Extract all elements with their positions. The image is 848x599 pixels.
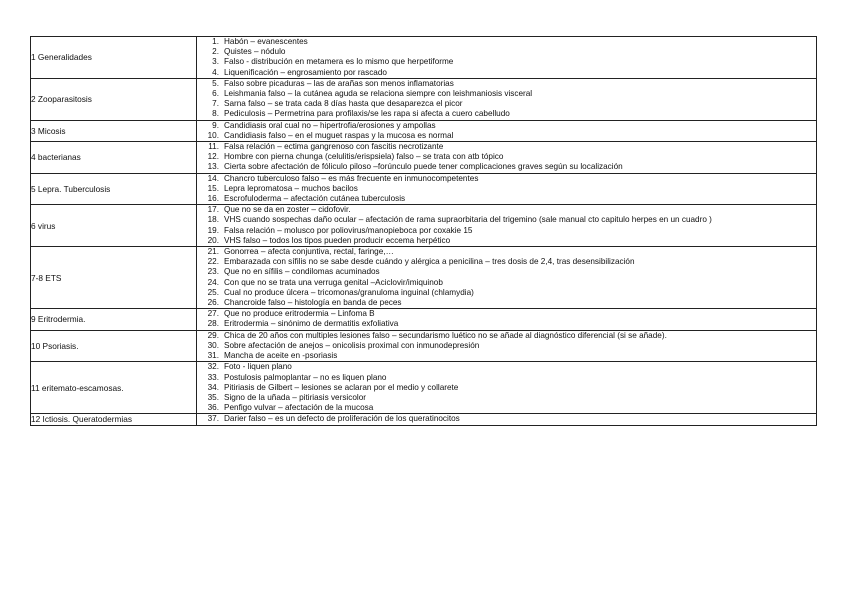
list-item [197, 99, 816, 109]
list-item [197, 383, 816, 393]
item-text: Darier falso – es un defecto de proliferación de los queratinocitos [224, 414, 460, 424]
items-cell [197, 37, 817, 79]
item-number: 8. [212, 109, 219, 119]
items-cell [197, 78, 817, 120]
list-item [197, 341, 816, 351]
item-text: Candidiasis falso – en el muguet raspas y la mucosa es normal [224, 130, 454, 140]
item-number: 28. [207, 319, 219, 329]
list-item [197, 351, 816, 361]
item-number: 3. [212, 57, 219, 67]
item-number: 24. [207, 277, 219, 287]
item-text: Penfigo vulvar – afectación de la mucosa [224, 403, 374, 413]
item-text: Leishmania falso – la cutánea aguda se relaciona siempre con leishmaniosis visceral [224, 89, 533, 99]
list-item [197, 121, 816, 131]
category-cell: 2 Zooparasitosis [31, 78, 197, 120]
notes-table-body [31, 37, 817, 426]
item-text: Gonorrea – afecta conjuntiva, rectal, faringe,… [224, 247, 394, 257]
item-number: 34. [207, 382, 219, 392]
item-number: 30. [207, 340, 219, 350]
item-number: 13. [207, 162, 219, 172]
list-item [197, 362, 816, 372]
list-item [197, 393, 816, 403]
item-number: 2. [212, 47, 219, 57]
list-item [197, 288, 816, 298]
list-item [197, 109, 816, 119]
table-row [31, 173, 817, 205]
list-item [197, 319, 816, 329]
list-item [197, 194, 816, 204]
item-number: 21. [207, 247, 219, 257]
item-number: 25. [207, 287, 219, 297]
item-text: Sarna falso – se trata cada 8 días hasta que desaparezca el picor [224, 99, 463, 109]
item-text: Signo de la uñada – pitiriasis versicolor [224, 392, 366, 402]
item-text: Quistes – nódulo [224, 47, 286, 57]
item-text: Liquenificación – engrosamiento por rascado [224, 67, 387, 77]
list-item [197, 403, 816, 413]
item-text: Sobre afectación de anejos – onicolisis proximal con inmunodepresión [224, 340, 480, 350]
table-row [31, 78, 817, 120]
item-text: Falsa relación – ectima gangrenoso con fascitis necrotizante [224, 142, 444, 152]
item-number: 29. [207, 330, 219, 340]
category-cell: 9 Eritrodermia. [31, 309, 197, 330]
item-text: Chica de 20 años con multiples lesiones falso – secundarismo luético no se añade al diagnóstico diferencial (si se añade). [224, 330, 667, 340]
item-number: 31. [207, 351, 219, 361]
item-text: Postulosis palmoplantar – no es liquen plano [224, 372, 387, 382]
item-number: 16. [207, 194, 219, 204]
item-text: Embarazada con sífilis no se sabe desde cuándo y alérgica a penicilina – tres dosis de 2,4, tras desensibilización [224, 257, 635, 267]
list-item [197, 414, 816, 424]
category-cell: 11 eritemato-escamosas. [31, 362, 197, 414]
item-text: Mancha de aceite en -psoriasis [224, 351, 338, 361]
table-row [31, 309, 817, 330]
list-item [197, 309, 816, 319]
item-text: Cual no produce úlcera – tricomonas/granuloma inguinal (chlamydia) [224, 287, 474, 297]
list-item [197, 184, 816, 194]
item-number: 7. [212, 99, 219, 109]
list-item [197, 236, 816, 246]
list-item [197, 174, 816, 184]
list-item [197, 373, 816, 383]
category-cell: 6 virus [31, 205, 197, 247]
table-row [31, 205, 817, 247]
list-item [197, 152, 816, 162]
item-number: 22. [207, 257, 219, 267]
item-number: 33. [207, 372, 219, 382]
list-item [197, 331, 816, 341]
list-item [197, 257, 816, 267]
table-row [31, 247, 817, 309]
item-text: Con que no se trata una verruga genital –Aciclovir/imiquinob [224, 277, 443, 287]
item-text: Falso sobre picaduras – las de arañas son menos inflamatorias [224, 78, 454, 88]
list-item [197, 278, 816, 288]
list-item [197, 215, 816, 225]
item-number: 32. [207, 362, 219, 372]
list-item [197, 47, 816, 57]
items-cell [197, 120, 817, 141]
table-row [31, 414, 817, 425]
item-text: Habón – evanescentes [224, 37, 308, 46]
items-cell [197, 309, 817, 330]
item-number: 10. [207, 130, 219, 140]
items-cell [197, 414, 817, 425]
item-number: 17. [207, 205, 219, 215]
category-cell: 4 bacterianas [31, 142, 197, 174]
table-row [31, 330, 817, 362]
item-text: Cierta sobre afectación de fóliculo piloso –forúnculo puede tener complicaciones graves según su localización [224, 162, 623, 172]
items-cell [197, 330, 817, 362]
list-item [197, 205, 816, 215]
item-number: 27. [207, 309, 219, 319]
category-cell: 3 Micosis [31, 120, 197, 141]
item-text: Que no produce eritrodermia – Linfoma B [224, 309, 375, 319]
item-number: 20. [207, 235, 219, 245]
items-cell [197, 362, 817, 414]
item-number: 5. [212, 78, 219, 88]
items-cell [197, 142, 817, 174]
category-cell: 7-8 ETS [31, 247, 197, 309]
table-row [31, 362, 817, 414]
item-text: Pitiriasis de Gilbert – lesiones se aclaran por el medio y collarete [224, 382, 459, 392]
notes-table [30, 36, 817, 426]
item-text: Lepra lepromatosa – muchos bacilos [224, 183, 358, 193]
item-number: 26. [207, 298, 219, 308]
item-number: 18. [207, 215, 219, 225]
category-cell: 12 Ictiosis. Queratodermias [31, 414, 197, 425]
item-text: VHS cuando sospechas daño ocular – afectación de rama supraorbitaria del trigemino (sale manual cto capitulo herpes en un cuadro ) [224, 215, 712, 225]
list-item [197, 57, 816, 67]
list-item [197, 267, 816, 277]
item-number: 15. [207, 183, 219, 193]
list-item [197, 37, 816, 47]
list-item [197, 79, 816, 89]
list-item [197, 89, 816, 99]
item-number: 1. [212, 37, 219, 46]
item-number: 12. [207, 152, 219, 162]
item-text: Falsa relación – molusco por poliovirus/manopieboca por coxakie 15 [224, 225, 473, 235]
item-text: Foto - liquen plano [224, 362, 292, 372]
item-number: 36. [207, 403, 219, 413]
item-text: Que no se da en zoster – cidofovir. [224, 205, 351, 215]
items-cell [197, 173, 817, 205]
item-text: Hombre con pierna chunga (celulitis/erispsiela) falso – se trata con atb tópico [224, 152, 504, 162]
item-text: Que no en sífilis – condilomas acuminados [224, 267, 380, 277]
items-cell [197, 205, 817, 247]
item-text: Chancro tuberculoso falso – es más frecuente en inmunocompetentes [224, 173, 479, 183]
list-item [197, 226, 816, 236]
item-text: Chancroide falso – histología en banda de peces [224, 298, 402, 308]
list-item [197, 162, 816, 172]
item-text: Escrofuloderma – afectación cutánea tuberculosis [224, 194, 406, 204]
list-item [197, 298, 816, 308]
item-number: 19. [207, 225, 219, 235]
item-text: Candidiasis oral cual no – hipertrofia/erosiones y ampollas [224, 120, 436, 130]
item-text: VHS falso – todos los tipos pueden producir eccema herpético [224, 235, 451, 245]
item-text: Pediculosis – Permetrina para profilaxis/se les rapa si afecta a cuero cabelludo [224, 109, 510, 119]
items-cell [197, 247, 817, 309]
table-row [31, 37, 817, 79]
item-number: 35. [207, 392, 219, 402]
item-text: Eritrodermia – sinónimo de dermatitis exfoliativa [224, 319, 399, 329]
item-number: 23. [207, 267, 219, 277]
item-number: 4. [212, 67, 219, 77]
item-number: 14. [207, 173, 219, 183]
list-item [197, 131, 816, 141]
category-cell: 1 Generalidades [31, 37, 197, 79]
item-number: 37. [207, 414, 219, 424]
item-number: 11. [208, 142, 219, 152]
list-item [197, 142, 816, 152]
item-number: 6. [212, 89, 219, 99]
category-cell: 10 Psoriasis. [31, 330, 197, 362]
table-row [31, 120, 817, 141]
list-item [197, 68, 816, 78]
table-row [31, 142, 817, 174]
item-text: Falso - distribución en metamera es lo mismo que herpetiforme [224, 57, 454, 67]
list-item [197, 247, 816, 257]
category-cell: 5 Lepra. Tuberculosis [31, 173, 197, 205]
item-number: 9. [212, 120, 219, 130]
